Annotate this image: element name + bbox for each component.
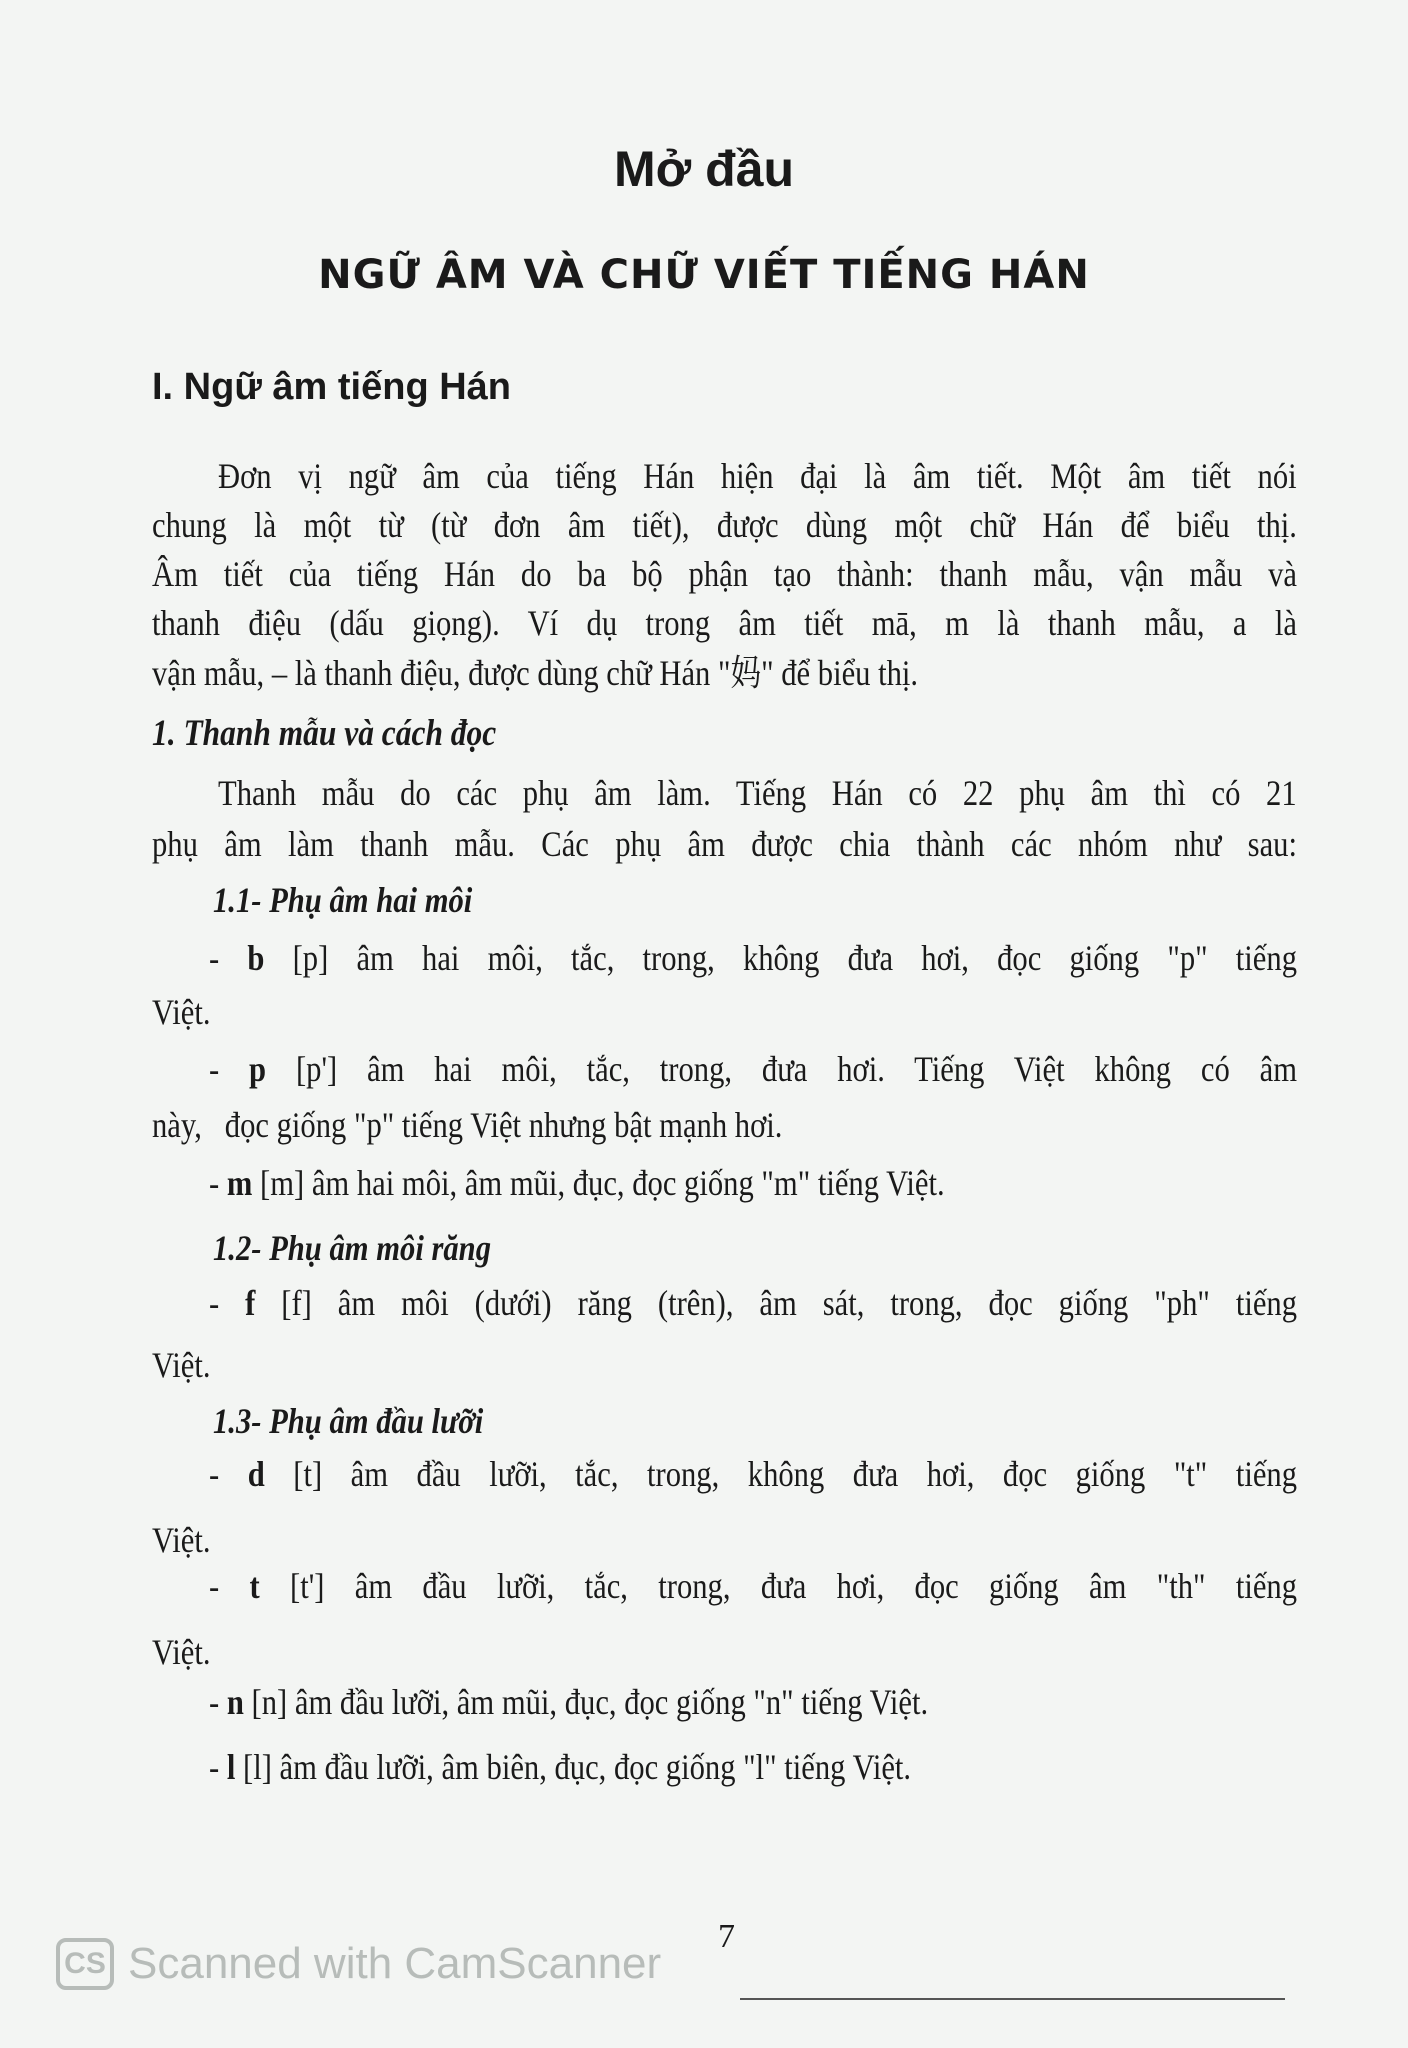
letter: b — [247, 938, 265, 978]
desc: [m] âm hai môi, âm mũi, đục, đọc giống "m" tiếng Việt. — [260, 1163, 945, 1203]
letter: t — [249, 1566, 260, 1606]
consonant-p: - p [p'] âm hai môi, tắc, trong, đưa hơi. Tiếng Việt không có âm — [209, 1049, 1297, 1089]
letter: l — [226, 1747, 236, 1787]
group-heading: 1.1- Phụ âm hai môi — [213, 880, 473, 920]
desc: [f] âm môi (dưới) răng (trên), âm sát, trong, đọc giống "ph" tiếng — [281, 1283, 1298, 1323]
consonant-b: - b [p] âm hai môi, tắc, trong, không đưa hơi, đọc giống "p" tiếng — [209, 938, 1298, 978]
consonant-n: - n [n] âm đầu lưỡi, âm mũi, đục, đọc giống "n" tiếng Việt. — [209, 1682, 929, 1722]
subsection-title: 1. Thanh mẫu và cách đọc — [152, 713, 497, 754]
consonant-t-cont: Việt. — [152, 1632, 211, 1672]
group-heading: 1.3- Phụ âm đầu lưỡi — [213, 1401, 484, 1441]
letter: f — [245, 1283, 256, 1323]
consonant-f-cont: Việt. — [152, 1345, 211, 1385]
desc: [t] âm đầu lưỡi, tắc, trong, không đưa hơi, đọc giống "t" tiếng — [293, 1454, 1298, 1494]
group-heading: 1.2- Phụ âm môi răng — [213, 1228, 492, 1268]
camscanner-logo-icon: CS — [56, 1938, 114, 1990]
letter: d — [247, 1454, 265, 1494]
intro-line: Đơn vị ngữ âm của tiếng Hán hiện đại là âm tiết. Một âm tiết nói — [218, 456, 1297, 496]
desc: [l] âm đầu lưỡi, âm biên, đục, đọc giống "l" tiếng Việt. — [243, 1747, 912, 1787]
footer-rule — [740, 1998, 1285, 2000]
letter: m — [226, 1163, 253, 1203]
consonant-d: - d [t] âm đầu lưỡi, tắc, trong, không đưa hơi, đọc giống "t" tiếng — [209, 1454, 1298, 1494]
chapter-title: NGỮ ÂM VÀ CHỮ VIẾT TIẾNG HÁN — [318, 252, 1090, 298]
desc: [p'] âm hai môi, tắc, trong, đưa hơi. Tiếng Việt không có âm — [295, 1049, 1297, 1089]
intro-line: chung là một từ (từ đơn âm tiết), được dùng một chữ Hán để biểu thị. — [152, 505, 1297, 545]
intro-line: vận mẫu, – là thanh điệu, được dùng chữ Hán "妈" để biểu thị. — [152, 653, 919, 693]
consonant-t: - t [t'] âm đầu lưỡi, tắc, trong, đưa hơi, đọc giống âm "th" tiếng — [209, 1566, 1298, 1606]
letter: p — [249, 1049, 267, 1089]
intro-line: thanh điệu (dấu giọng). Ví dụ trong âm tiết mā, m là thanh mẫu, a là — [152, 603, 1297, 643]
consonant-l: - l [l] âm đầu lưỡi, âm biên, đục, đọc giống "l" tiếng Việt. — [209, 1747, 912, 1787]
watermark-text: Scanned with CamScanner — [128, 1939, 662, 1988]
page-title: Mở đầu — [614, 141, 794, 197]
desc: [p] âm hai môi, tắc, trong, không đưa hơi, đọc giống "p" tiếng — [292, 938, 1298, 978]
page-number: 7 — [718, 1918, 735, 1955]
consonant-m: - m [m] âm hai môi, âm mũi, đục, đọc giống "m" tiếng Việt. — [209, 1163, 945, 1203]
desc: [t'] âm đầu lưỡi, tắc, trong, đưa hơi, đọc giống âm "th" tiếng — [290, 1566, 1298, 1606]
camscanner-watermark — [56, 1938, 661, 1990]
body-line: Thanh mẫu do các phụ âm làm. Tiếng Hán có 22 phụ âm thì có 21 — [218, 773, 1297, 813]
consonant-b-cont: Việt. — [152, 992, 211, 1032]
consonant-p-cont: này, đọc giống "p" tiếng Việt nhưng bật mạnh hơi. — [152, 1105, 783, 1145]
body-line: phụ âm làm thanh mẫu. Các phụ âm được chia thành các nhóm như sau: — [152, 824, 1297, 864]
desc: [n] âm đầu lưỡi, âm mũi, đục, đọc giống "n" tiếng Việt. — [251, 1682, 929, 1722]
consonant-d-cont: Việt. — [152, 1520, 211, 1560]
consonant-f: - f [f] âm môi (dưới) răng (trên), âm sát, trong, đọc giống "ph" tiếng — [209, 1283, 1298, 1323]
section-title: I. Ngữ âm tiếng Hán — [152, 366, 511, 408]
intro-line: Âm tiết của tiếng Hán do ba bộ phận tạo thành: thanh mẫu, vận mẫu và — [152, 554, 1297, 594]
letter: n — [226, 1682, 244, 1722]
